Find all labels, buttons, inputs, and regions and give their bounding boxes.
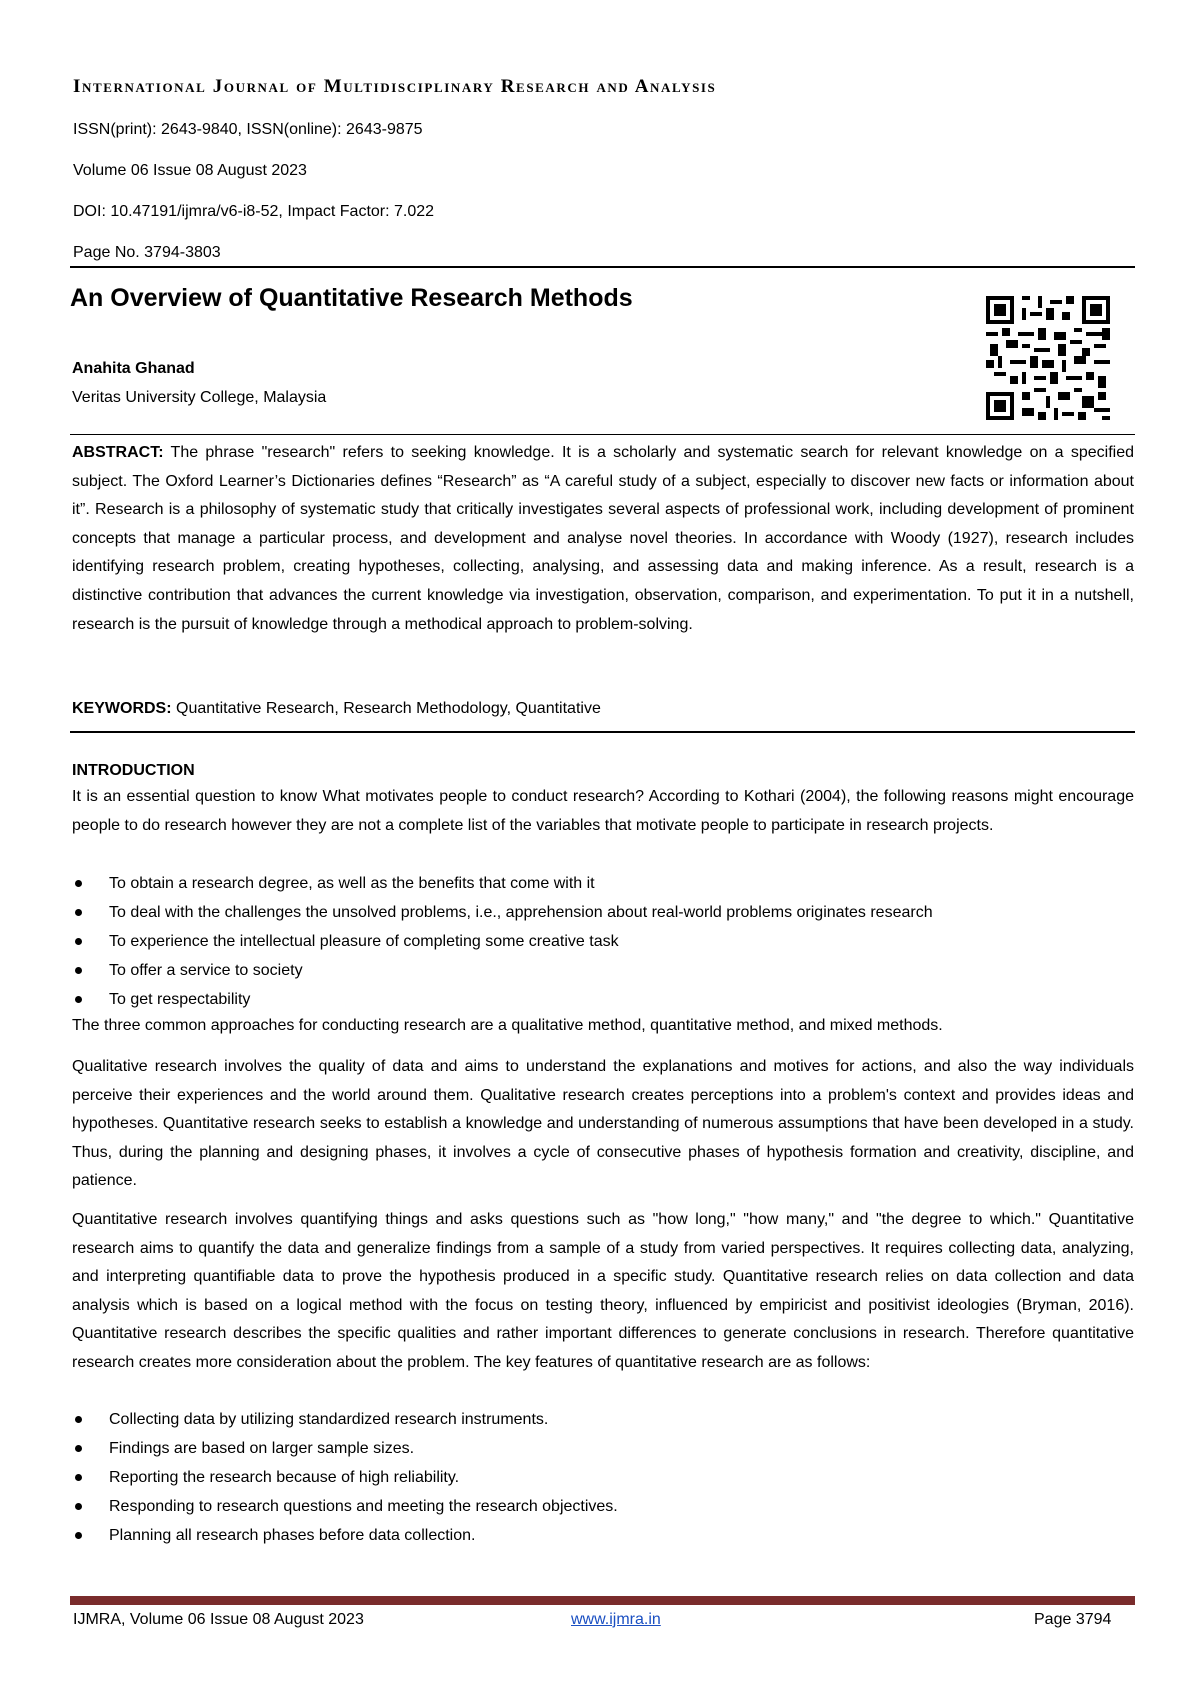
volume-line: Volume 06 Issue 08 August 2023 (73, 162, 307, 179)
list-item: To obtain a research degree, as well as the benefits that come with it (72, 869, 1132, 898)
author-name: Anahita Ghanad (72, 360, 195, 377)
reasons-list (72, 869, 1132, 1014)
bullet-icon (75, 1474, 82, 1481)
footer-page-number: Page 3794 (1034, 1611, 1112, 1628)
keywords-text: Quantitative Research, Research Methodology, Quantitative (176, 700, 601, 717)
list-item: To get respectability (72, 985, 1132, 1014)
page-range-line: Page No. 3794-3803 (73, 244, 221, 261)
keywords-label: KEYWORDS: (72, 700, 172, 717)
abstract-label: ABSTRACT: (72, 444, 164, 461)
list-item: Findings are based on larger sample sizes. (72, 1434, 1132, 1463)
list-item: Collecting data by utilizing standardized research instruments. (72, 1405, 1132, 1434)
doi-line: DOI: 10.47191/ijmra/v6-i8-52, Impact Factor: 7.022 (73, 203, 435, 220)
abstract-bottom-divider (70, 731, 1135, 733)
author-affiliation: Veritas University College, Malaysia (72, 389, 327, 406)
bullet-icon (75, 967, 82, 974)
header-divider (70, 266, 1135, 268)
intro-paragraph-4: Quantitative research involves quantifying things and asks questions such as "how long," "how many," and "the degree to which." Quantitative research aims to quantify the data and generalize findings from a sample of a study from varied perspectives. It requires collecting data, analyzing, and interpreting quantifiable data to prove the hypothesis produced in a specific study. Quantitative research relies on data collection and data analysis which is based on a logical method with the focus on testing theory, influenced by empiricist and positivist ideologies (Bryman, 2016). Quantitative research describes the specific qualities and rather important differences to generate conclusions in research. Therefore quantitative research creates more consideration about the problem. The key features of quantitative research are as follows: (72, 1211, 1134, 1371)
abstract-text: The phrase "research" refers to seeking knowledge. It is a scholarly and systematic search for relevant knowledge on a specified subject. The Oxford Learner’s Dictionaries defines “Research” as “A careful study of a subject, especially to discover new facts or information about it”. Research is a philosophy of systematic study that critically investigates several aspects of professional work, including development of prominent concepts that manage a particular process, and development and analyse novel theories. In accordance with Woody (1927), research includes identifying research problem, creating hypotheses, collecting, analysing, and assessing data and making inference. As a result, research is a distinctive contribution that advances the current knowledge via investigation, observation, comparison, and experimentation. To put it in a nutshell, research is the pursuit of knowledge through a methodical approach to problem-solving. (72, 444, 1135, 633)
footer-website-link[interactable]: www.ijmra.in (571, 1611, 661, 1628)
list-item: Reporting the research because of high reliability. (72, 1463, 1132, 1492)
bullet-icon (75, 880, 82, 887)
intro-paragraph-1: It is an essential question to know What motivates people to conduct research? According to Kothari (2004), the following reasons might encourage people to do research however they are not a complete list of the variables that motivate people to participate in research projects. (72, 788, 1134, 834)
abstract-section (72, 439, 1134, 639)
list-item: Planning all research phases before data collection. (72, 1521, 1132, 1550)
issn-line: ISSN(print): 2643-9840, ISSN(online): 2643-9875 (73, 121, 423, 138)
journal-title: International Journal of Multidisciplinary Research and Analysis (73, 76, 717, 97)
footer-divider (70, 1596, 1135, 1605)
footer-citation: IJMRA, Volume 06 Issue 08 August 2023 (73, 1611, 364, 1628)
intro-paragraph-2: The three common approaches for conducting research are a qualitative method, quantitative method, and mixed methods. (72, 1017, 943, 1034)
bullet-icon (75, 1445, 82, 1452)
keywords-section (72, 695, 1134, 724)
bullet-icon (75, 909, 82, 916)
introduction-heading: INTRODUCTION (72, 762, 195, 779)
features-list (72, 1405, 1132, 1550)
list-item: To experience the intellectual pleasure of completing some creative task (72, 927, 1132, 956)
list-item: To offer a service to society (72, 956, 1132, 985)
bullet-icon (75, 1503, 82, 1510)
article-title: An Overview of Quantitative Research Methods (70, 284, 633, 312)
abstract-top-divider (70, 434, 1135, 435)
qr-code-icon[interactable] (986, 296, 1110, 420)
list-item: Responding to research questions and meeting the research objectives. (72, 1492, 1132, 1521)
bullet-icon (75, 1416, 82, 1423)
bullet-icon (75, 996, 82, 1003)
list-item: To deal with the challenges the unsolved problems, i.e., apprehension about real-world problems originates research (72, 898, 1132, 927)
bullet-icon (75, 938, 82, 945)
bullet-icon (75, 1532, 82, 1539)
intro-paragraph-3: Qualitative research involves the quality of data and aims to understand the explanations and motives for actions, and also the way individuals perceive their experiences and the world around them. Qualitative research creates perceptions into a problem's context and provides ideas and hypotheses. Quantitative research seeks to establish a knowledge and understanding of numerous assumptions that have been developed in a study. Thus, during the planning and designing phases, it involves a cycle of consecutive phases of hypothesis formation and creativity, discipline, and patience. (72, 1058, 1134, 1190)
